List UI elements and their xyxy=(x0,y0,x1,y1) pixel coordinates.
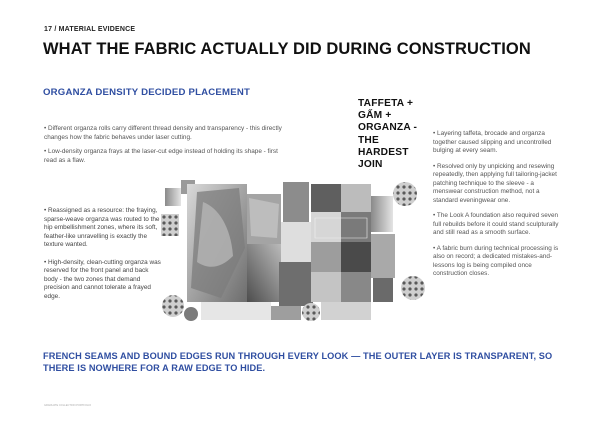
right-heading: TAFFETA + GẤM + ORGANZA - THE HARDEST JOIN xyxy=(358,98,418,171)
join-point: • Layering taffeta, brocade and organza together caused slipping and uncontrolled bulging at every seam. xyxy=(433,130,552,154)
intro-points xyxy=(44,125,284,171)
section-label: 17 / MATERIAL EVIDENCE xyxy=(44,26,136,33)
join-points xyxy=(433,130,561,286)
join-point: • A fabric burn during technical processing is also on record; a dedicated mistakes-and-lessons log is being compiled once construction closes. xyxy=(433,244,559,277)
fabric-swatch-collage-image xyxy=(161,178,433,324)
detail-points xyxy=(44,207,162,310)
join-point: • Resolved only by unpicking and resewing repeatedly, then applying full tailoring-jacket patching technique to the sleeve - a menswear construction method, not a standard eveningwear one. xyxy=(433,162,557,204)
intro-point: • Low-density organza frays at the laser-cut edge instead of holding its shape - first read as a flaw. xyxy=(44,148,278,164)
page-title: WHAT THE FABRIC ACTUALLY DID DURING CONSTRUCTION xyxy=(43,40,531,58)
detail-point: • Reassigned as a resource: the fraying, sparse-weave organza was routed to the hip embellishment zones, where its soft, feather-like unravelling is exactly the texture wanted. xyxy=(44,207,160,248)
join-point: • The Look A foundation also required seven full rebuilds before it could stand sculpturally and still read as a smooth surface. xyxy=(433,212,559,236)
detail-point: • High-density, clean-cutting organza was reserved for the front panel and back body - the two zones that demand precision and cannot tolerate a frayed edge. xyxy=(44,258,161,300)
intro-point: • Different organza rolls carry different thread density and transparency - this directly changes how the fabric behaves under laser cutting. xyxy=(44,125,282,141)
left-heading: ORGANZA DENSITY DECIDED PLACEMENT xyxy=(43,87,251,98)
closing-statement: FRENCH SEAMS AND BOUND EDGES RUN THROUGH EVERY LOOK — THE OUTER LAYER IS TRANSPARENT, SO THERE IS NOWHERE FOR A RAW EDGE TO HIDE. xyxy=(43,351,553,374)
fabric-swatch-collage xyxy=(161,178,433,324)
fine-print: GRADUATE COLLECTION PORTFOLIO xyxy=(44,404,92,407)
